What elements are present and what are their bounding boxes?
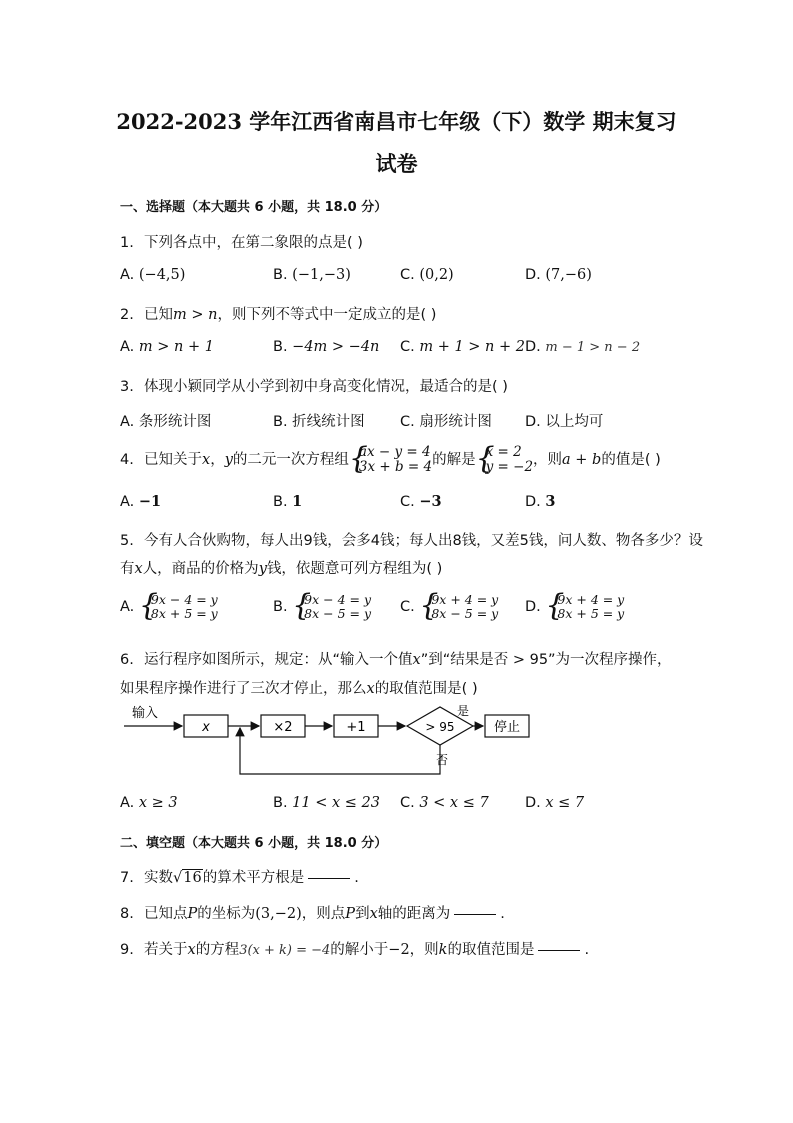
flow-decision-label: > 95	[425, 720, 455, 734]
q1-option-a: A. (−4,5)	[120, 267, 186, 283]
q2-option-b: B. −4m > −4n	[273, 339, 380, 355]
q2-option-d: D. m − 1 > n − 2	[525, 339, 641, 355]
q5-option-c: C. { 9x + 4 = y 8x − 5 = y	[400, 588, 499, 623]
q3-option-b: B. 折线统计图	[273, 414, 365, 430]
flow-input-label: 输入	[132, 706, 159, 721]
equation-system-1: { ax − y = 4 3x + b = 4	[348, 441, 433, 476]
flow-box-plus1-label: +1	[346, 720, 366, 735]
q1-option-b: B. (−1,−3)	[273, 267, 351, 283]
question-6-line2: 如果程序操作进行了三次才停止，那么x的取值范围是( )	[120, 681, 478, 697]
q5-option-b: B. { 9x − 4 = y 8x − 5 = y	[273, 588, 372, 623]
q1-option-d: D. (7,−6)	[525, 267, 592, 283]
flow-box-times2-label: ×2	[273, 720, 293, 735]
sqrt-icon: √	[173, 870, 183, 886]
question-7: 7. 实数√16的算术平方根是 .	[120, 870, 359, 886]
exam-title-line2: 试卷	[375, 151, 418, 176]
q3-option-c: C. 扇形统计图	[400, 414, 492, 430]
question-1	[120, 231, 363, 252]
q3-option-d: D. 以上均可	[525, 414, 604, 430]
question-9: 9. 若关于x的方程3(x + k) = −4的解小于−2，则k的取值范围是 .	[120, 942, 590, 958]
flow-yes-label: 是	[457, 704, 470, 718]
sqrt-expression: √16	[173, 870, 202, 886]
answer-blank[interactable]	[538, 950, 580, 951]
q6-option-c: C. 3 < x ≤ 7	[400, 795, 489, 811]
q4-option-d: D. 3	[525, 493, 556, 510]
flow-no-label: 否	[436, 753, 449, 767]
q2-option-a: A. m > n + 1	[120, 339, 214, 355]
q6-option-d: D. x ≤ 7	[525, 795, 585, 811]
answer-blank[interactable]	[308, 878, 350, 879]
exam-title-line1: 2022-2023 学年江西省南昌市七年级（下）数学 期末复习	[116, 109, 677, 134]
question-3: 3. 体现小颖同学从小学到初中身高变化情况，最适合的是( )	[120, 379, 508, 395]
question-5-line1: 5. 今有人合伙购物，每人出9钱，会多4钱；每人出8钱，又差5钱，问人数、物各多少？设	[120, 533, 703, 549]
program-flowchart	[118, 700, 548, 780]
question-6-line1: 6. 运行程序如图所示，规定：从“输入一个值x”到“结果是否 > 95”为一次程序操作，	[120, 652, 672, 668]
q5-option-d: D. { 9x + 4 = y 8x + 5 = y	[525, 588, 625, 623]
q4-option-a: A. −1	[120, 493, 162, 510]
q1-option-c: C. (0,2)	[400, 267, 454, 283]
flow-stop-label: 停止	[493, 720, 521, 735]
q6-option-a: A. x ≥ 3	[120, 795, 178, 811]
q3-option-a: A. 条形统计图	[120, 414, 212, 430]
q4-option-b: B. 1	[273, 493, 303, 510]
question-8: 8. 已知点P的坐标为(3,−2)，则点P到x轴的距离为 .	[120, 906, 505, 922]
equation-system-2: { x = 2 y = −2	[475, 441, 534, 476]
question-2: 2. 已知m > n，则下列不等式中一定成立的是( )	[120, 307, 437, 323]
section-choice-heading: 一、选择题（本大题共 6 小题，共 18.0 分）	[120, 200, 388, 215]
question-5-line2: 有x人，商品的价格为y钱，依题意可列方程组为( )	[120, 561, 443, 577]
section-fill-heading: 二、填空题（本大题共 6 小题，共 18.0 分）	[120, 836, 388, 851]
question-text: 下列各点中，在第二象限的点是( )	[144, 235, 363, 251]
flow-box-x-label: x	[202, 720, 210, 735]
question-4: 4. 已知关于x，y的二元一次方程组 { ax − y = 4 3x + b = 4的解是 { x = 2 y = −2，则a + b的值是( )	[120, 441, 661, 476]
q4-option-c: C. −3	[400, 493, 442, 510]
q6-option-b: B. 11 < x ≤ 23	[273, 795, 380, 811]
answer-blank[interactable]	[454, 914, 496, 915]
q5-option-a: A. { 9x − 4 = y 8x + 5 = y	[120, 588, 218, 623]
q2-option-c: C. m + 1 > n + 2	[400, 339, 525, 355]
question-number: 1.	[120, 235, 134, 251]
